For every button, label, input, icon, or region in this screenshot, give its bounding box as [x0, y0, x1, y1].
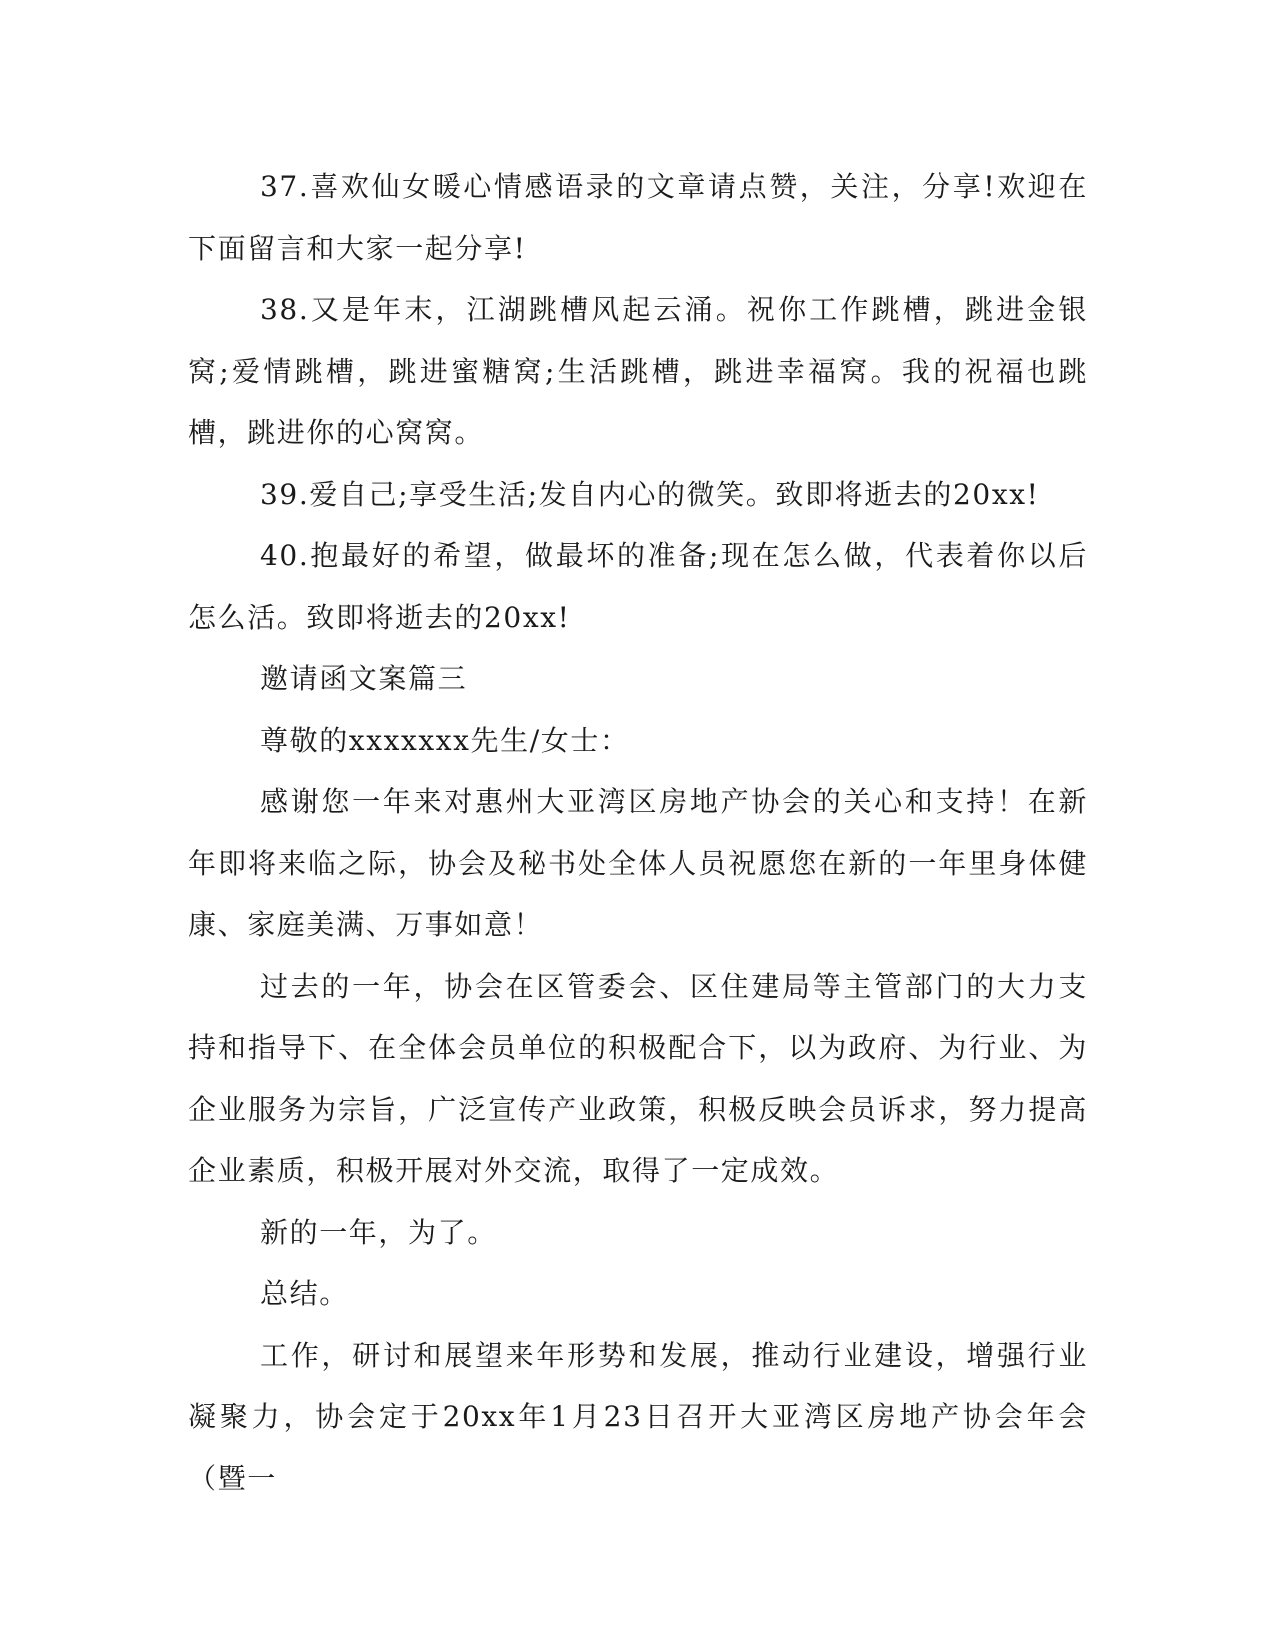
paragraph-39: 39.爱自己;享受生活;发自内心的微笑。致即将逝去的20xx! [260, 477, 1040, 511]
paragraph-thanks: 感谢您一年来对惠州大亚湾区房地产协会的关心和支持！在新年即将来临之际，协会及秘书处全体人员祝愿您在新的一年里身体健康、家庭美满、万事如意！ [188, 785, 1088, 941]
section-heading: 邀请函文案篇三 [260, 662, 468, 695]
paragraph-38: 38.又是年末，江湖跳槽风起云涌。祝你工作跳槽，跳进金银窝;爱情跳槽，跳进蜜糖窝;生活跳槽，跳进幸福窝。我的祝福也跳槽，跳进你的心窝窝。 [188, 293, 1088, 449]
paragraph-new-year: 新的一年，为了。 [260, 1215, 497, 1249]
paragraph-40: 40.抱最好的希望，做最坏的准备;现在怎么做，代表着你以后怎么活。致即将逝去的20xx! [188, 539, 1088, 634]
document-body [188, 156, 1088, 1509]
salutation: 尊敬的xxxxxxx先生/女士： [260, 723, 630, 757]
paragraph-summary: 总结。 [260, 1277, 349, 1310]
paragraph-past-year: 过去的一年，协会在区管委会、区住建局等主管部门的大力支持和指导下、在全体会员单位的积极配合下，以为政府、为行业、为企业服务为宗旨，广泛宣传产业政策，积极反映会员诉求，努力提高企业素质，积极开展对外交流，取得了一定成效。 [188, 969, 1088, 1187]
paragraph-37: 37.喜欢仙女暖心情感语录的文章请点赞，关注，分享!欢迎在下面留言和大家一起分享! [188, 170, 1088, 265]
paragraph-work: 工作，研讨和展望来年形势和发展，推动行业建设，增强行业凝聚力，协会定于20xx年1月23日召开大亚湾区房地产协会年会（暨一 [188, 1338, 1088, 1495]
